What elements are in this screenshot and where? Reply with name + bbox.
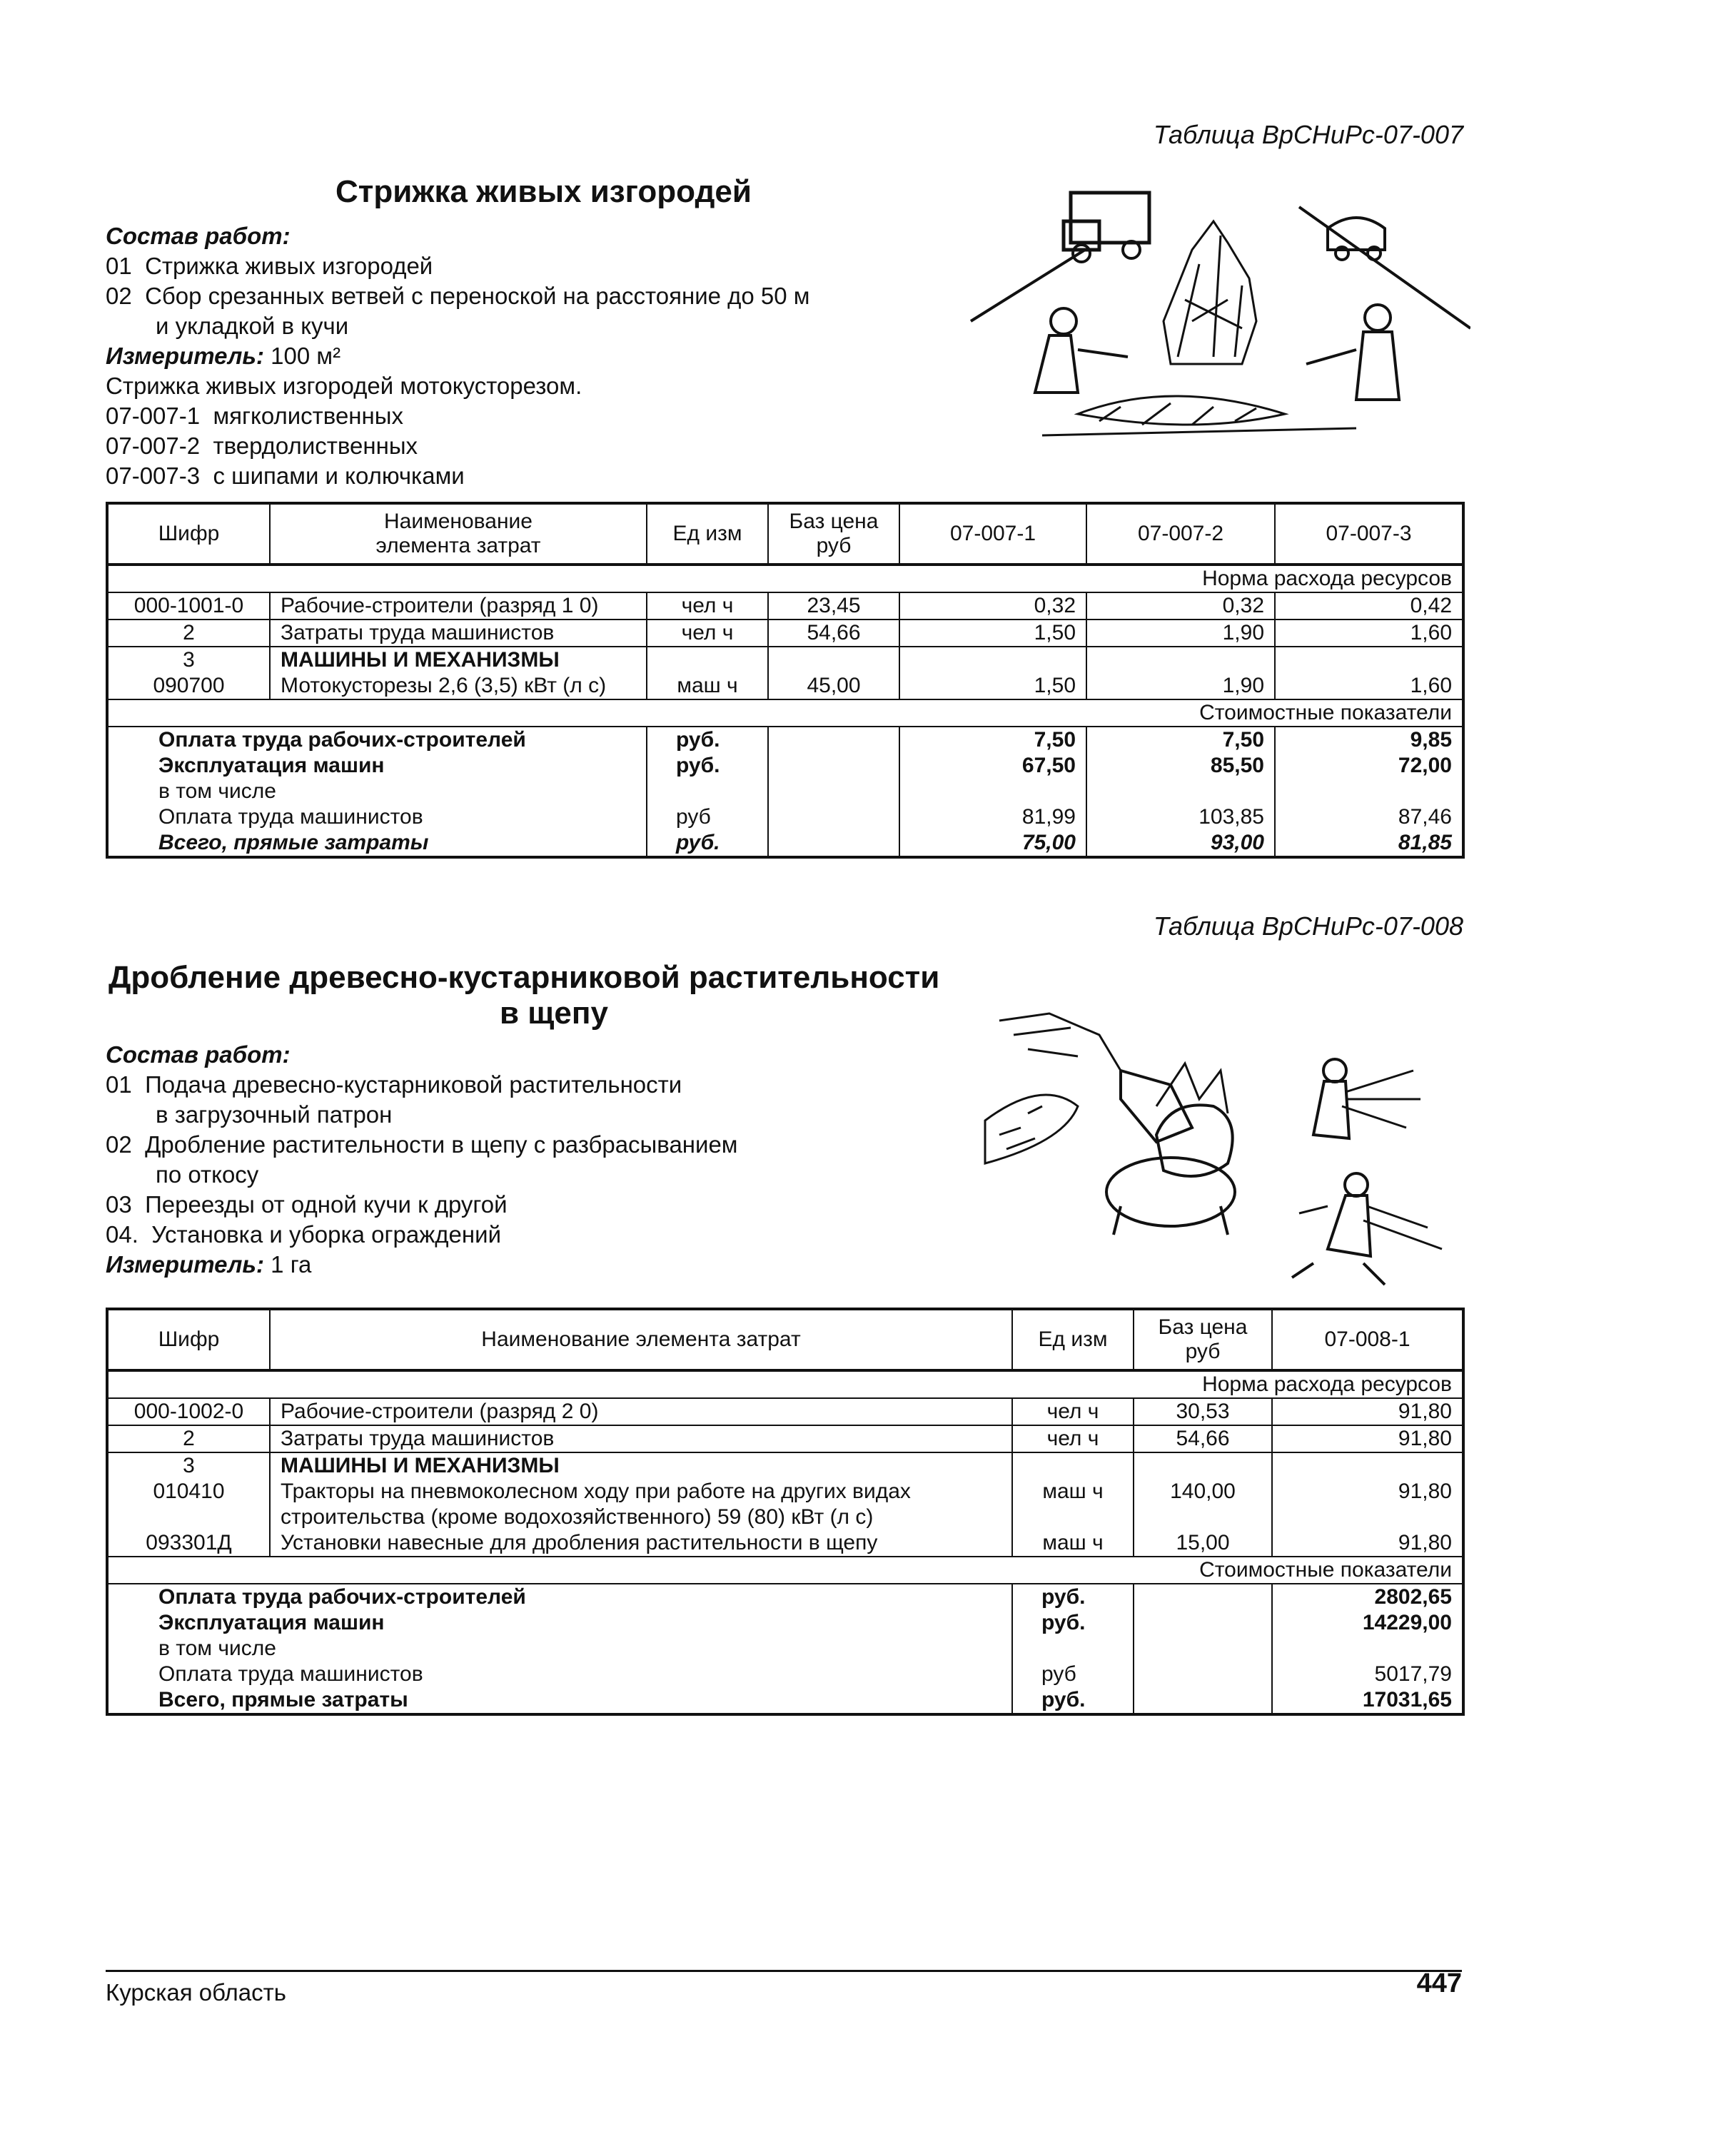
cost-row: в том числе	[107, 779, 1463, 804]
wood-chipper-illustration	[957, 992, 1470, 1299]
work-item: 01 Подача древесно-кустарниковой растительности	[106, 1071, 682, 1098]
work-item: 04. Установка и уборка ограждений	[106, 1221, 501, 1248]
work-item: 02 Дробление растительности в щепу с разбрасыванием	[106, 1131, 738, 1158]
table-row: 010410 Тракторы на пневмоколесном ходу при работе на других видах строительства (кроме водохозяйственного) 59 (80) кВт (л с) маш ч 140,00 91,80	[107, 1479, 1463, 1530]
col-header-variant: 07-007-2	[1086, 503, 1275, 565]
footer-divider	[106, 1970, 1462, 1972]
section-title-1: Стрижка живых изгородей	[335, 174, 752, 209]
cost-row: в том числе	[107, 1636, 1463, 1662]
col-header-price: Баз цена руб	[1134, 1309, 1272, 1370]
meter: Измеритель: 100 м²	[106, 343, 341, 369]
work-composition-2	[106, 1040, 927, 1280]
cost-row: Оплата труда машинистов руб 5017,79	[107, 1662, 1463, 1687]
col-header-variant: 07-007-3	[1275, 503, 1463, 565]
table-caption-2: Таблица ВрСНиРс-07-008	[1153, 911, 1463, 941]
cost-row: Оплата труда машинистов руб 81,99 103,85 87,46	[107, 804, 1463, 830]
work-item: 03 Переезды от одной кучи к другой	[106, 1191, 508, 1218]
table-row: 2 Затраты труда машинистов чел ч 54,66 1,50 1,90 1,60	[107, 620, 1463, 647]
table-row: 093301Д Установки навесные для дробления растительности в щепу маш ч 15,00 91,80	[107, 1530, 1463, 1557]
section-label-costs: Стоимостные показатели	[107, 1557, 1463, 1584]
col-header-name: Наименование элемента затрат	[270, 1309, 1012, 1370]
col-header-price: Баз цена руб	[768, 503, 899, 565]
col-header-code: Шифр	[107, 1309, 270, 1370]
col-header-unit: Ед изм	[647, 503, 768, 565]
work-item: 01 Стрижка живых изгородей	[106, 253, 433, 279]
col-header-variant: 07-008-1	[1272, 1309, 1463, 1370]
cost-row: Оплата труда рабочих-строителей руб. 7,50 7,50 9,85	[107, 727, 1463, 753]
footer-region: Курская область	[106, 1979, 286, 2006]
variant: 07-007-2 твердолиственных	[106, 433, 418, 459]
work-item: 02 Сбор срезанных ветвей с переноской на расстояние до 50 м	[106, 283, 810, 309]
resource-table-1	[106, 502, 1465, 859]
cost-row: Эксплуатация машин руб. 14229,00	[107, 1610, 1463, 1636]
hedge-trimming-illustration	[957, 178, 1470, 464]
col-header-name: Наименование элемента затрат	[270, 503, 647, 565]
meter: Измеритель: 1 га	[106, 1251, 312, 1278]
section-label-costs: Стоимостные показатели	[107, 699, 1463, 727]
col-header-code: Шифр	[107, 503, 270, 565]
cost-row: Оплата труда рабочих-строителей руб. 2802,65	[107, 1584, 1463, 1610]
col-header-variant: 07-007-1	[899, 503, 1086, 565]
work-item-cont: по откосу	[156, 1161, 259, 1188]
section-title-2-cont: в щепу	[500, 996, 608, 1031]
table-row: 3 МАШИНЫ И МЕХАНИЗМЫ	[107, 1452, 1463, 1479]
section-label-norms: Норма расхода ресурсов	[107, 1370, 1463, 1398]
section-label-norms: Норма расхода ресурсов	[107, 565, 1463, 592]
total-row: Всего, прямые затраты руб. 17031,65	[107, 1687, 1463, 1714]
work-item-cont: в загрузочный патрон	[156, 1101, 393, 1128]
variant: 07-007-3 с шипами и колючками	[106, 462, 465, 489]
resource-table-2	[106, 1308, 1465, 1716]
table-row: 000-1001-0 Рабочие-строители (разряд 1 0) чел ч 23,45 0,32 0,32 0,42	[107, 592, 1463, 620]
cost-row: Эксплуатация машин руб. 67,50 85,50 72,00	[107, 753, 1463, 779]
table-caption-1: Таблица ВрСНиРс-07-007	[1153, 120, 1463, 149]
work-label: Состав работ:	[106, 1041, 291, 1068]
table-row: 090700 Мотокусторезы 2,6 (3,5) кВт (л с) маш ч 45,00 1,50 1,90 1,60	[107, 673, 1463, 699]
section-title-2: Дробление древесно-кустарниковой растительности	[108, 960, 940, 995]
table-row: 2 Затраты труда машинистов чел ч 54,66 91,80	[107, 1425, 1463, 1452]
method: Стрижка живых изгородей мотокусторезом.	[106, 373, 582, 399]
variant: 07-007-1 мягколиственных	[106, 403, 403, 429]
table-row: 000-1002-0 Рабочие-строители (разряд 2 0) чел ч 30,53 91,80	[107, 1398, 1463, 1425]
table-row: 3 МАШИНЫ И МЕХАНИЗМЫ	[107, 647, 1463, 673]
page-number: 447	[1416, 1968, 1462, 1998]
work-composition-1	[106, 221, 927, 491]
total-row: Всего, прямые затраты руб. 75,00 93,00 81,85	[107, 830, 1463, 857]
col-header-unit: Ед изм	[1012, 1309, 1134, 1370]
work-item-cont: и укладкой в кучи	[156, 313, 349, 339]
work-label: Состав работ:	[106, 223, 291, 249]
